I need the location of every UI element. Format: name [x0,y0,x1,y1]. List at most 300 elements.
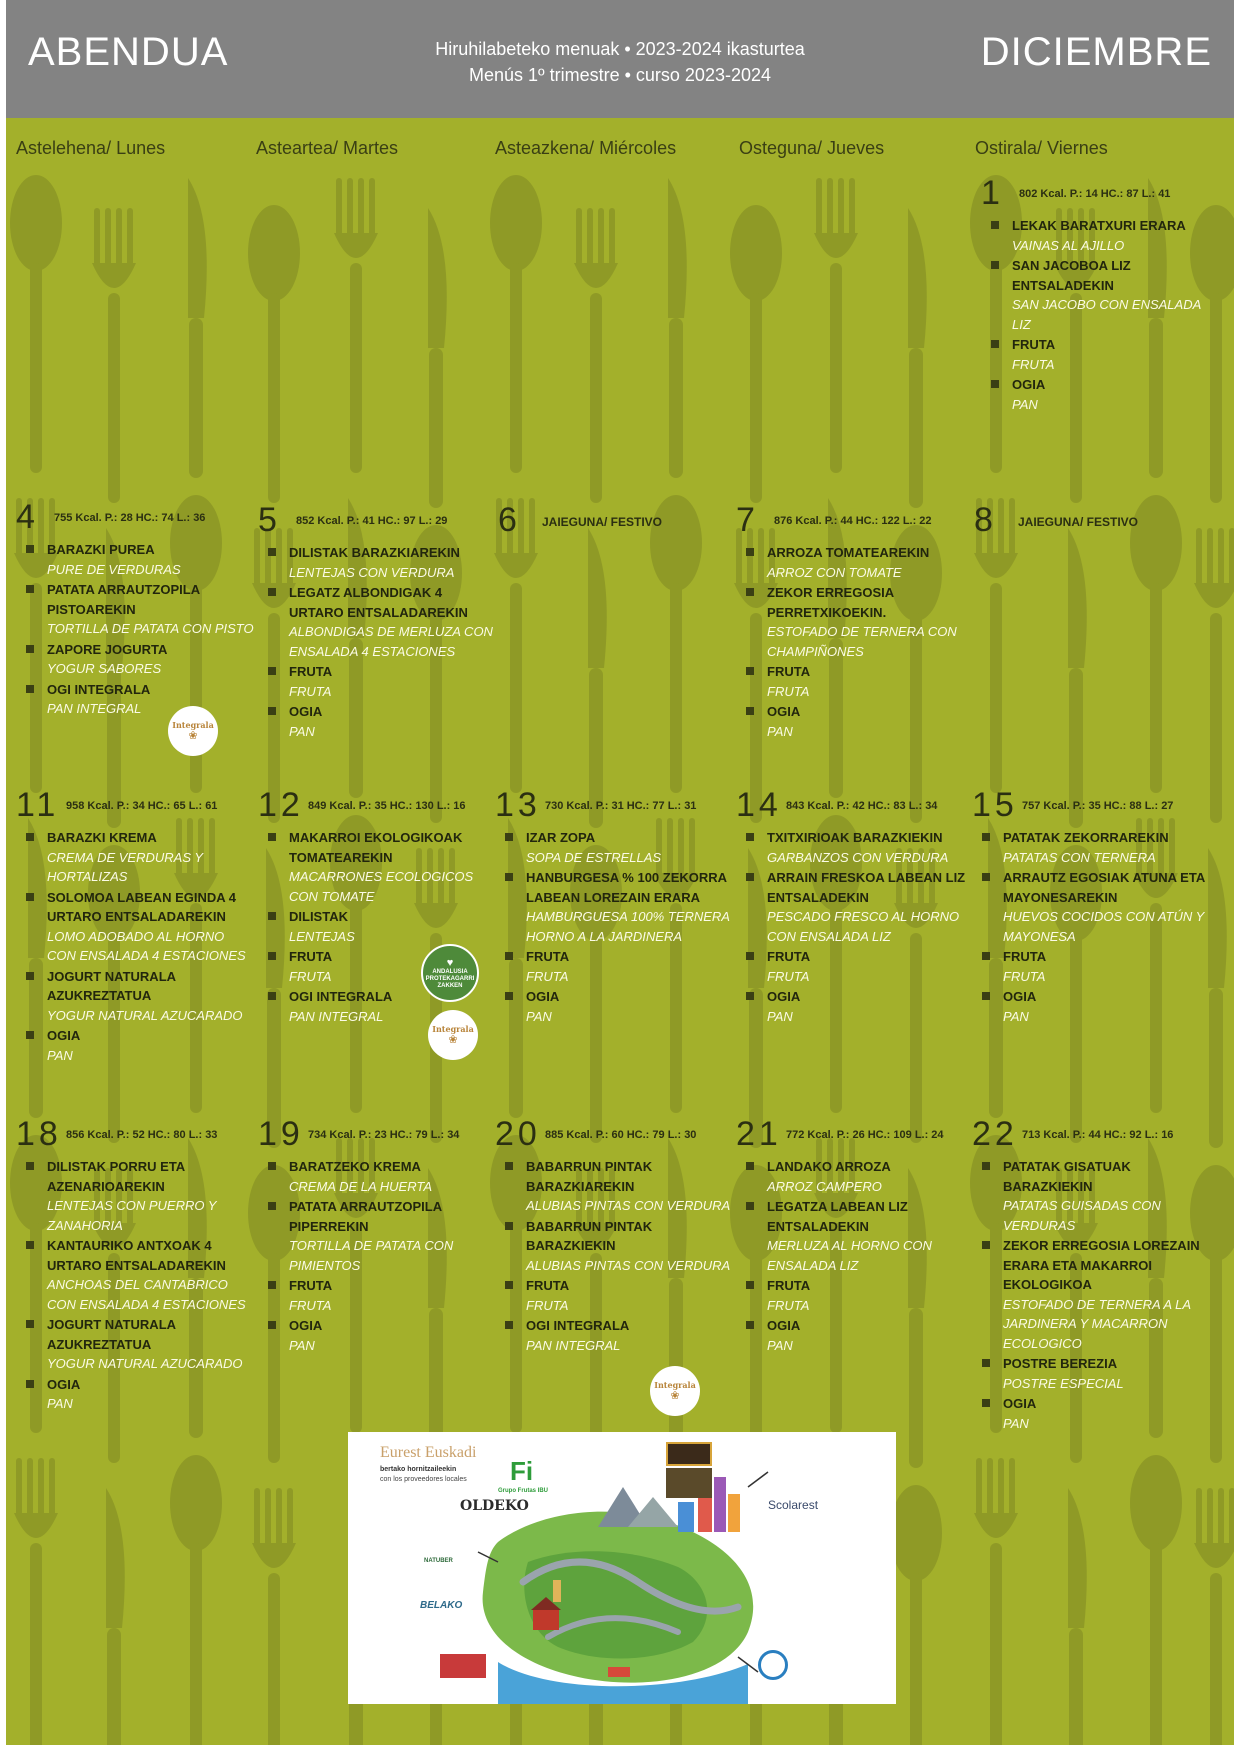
nutrition-info: 730 Kcal. P.: 31 HC.: 77 L.: 31 [545,800,697,812]
supplier-logo-frutas-ibu: Grupo Frutas IBU [498,1488,549,1494]
fork-icon [574,208,618,503]
dish-name-spanish: PAN [1012,396,1038,412]
square-bullet-icon [26,972,34,980]
supplier-photo-icon [666,1468,712,1498]
square-bullet-icon [268,992,276,1000]
dish-name-basque: LEGATZ ALBONDIGAK 4 URTARO ENTSALADAREKIN [289,585,468,620]
day-header [498,501,738,541]
dish-name-spanish: CREMA DE LA HUERTA [289,1178,433,1194]
square-bullet-icon [26,1241,34,1249]
day-cell-8 [974,501,1214,541]
dish-name-basque: FRUTA [289,1278,333,1293]
day-header [972,1115,1212,1155]
meal-item [495,868,735,946]
dish-name-basque: FRUTA [289,664,333,679]
dish-name-spanish: LENTEJAS CON VERDURA [289,564,455,580]
dish-name-basque: FRUTA [1003,949,1047,964]
dish-name-basque: DILISTAK PORRU ETA AZENARIOAREKIN [47,1159,185,1194]
dish-name-spanish: FRUTA [289,968,332,984]
dish-name-spanish: ESTOFADO DE TERNERA CON CHAMPIÑONES [767,624,957,659]
meal-item [258,662,498,701]
dish-name-spanish: VAINAS AL AJILLO [1012,237,1125,253]
dish-name-basque: OGIA [767,704,801,719]
day-number: 15 [972,786,1018,824]
dish-name-spanish: FRUTA [526,1297,569,1313]
square-bullet-icon [982,1359,990,1367]
meal-list [16,1157,256,1414]
fork-icon [252,1488,296,1745]
dish-name-spanish: LENTEJAS [289,928,355,944]
dish-name-basque: OGIA [767,989,801,1004]
nutrition-info: 757 Kcal. P.: 35 HC.: 88 L.: 27 [1022,800,1174,812]
square-bullet-icon [268,667,276,675]
square-bullet-icon [746,1162,754,1170]
meal-list [736,1157,976,1355]
square-bullet-icon [746,588,754,596]
meal-item [972,1394,1212,1433]
dish-name-basque: ZAPORE JOGURTA [47,641,168,657]
meal-item [16,640,256,679]
meal-list [16,828,256,1065]
square-bullet-icon [26,585,34,593]
suppliers-subtitle-basque: bertako hornitzaileekin [380,1466,457,1473]
meal-item [736,868,976,946]
square-bullet-icon [268,1281,276,1289]
dish-name-basque: OGIA [1012,377,1046,392]
meal-item [972,1236,1212,1353]
square-bullet-icon [991,221,999,229]
dish-name-basque: LEKAK BARATXURI ERARA [1012,218,1186,233]
meal-item [495,1276,735,1315]
dish-name-basque: FRUTA [767,949,811,964]
meal-list [258,1157,498,1355]
square-bullet-icon [26,893,34,901]
meal-item [258,1157,498,1196]
dish-name-spanish: SOPA DE ESTRELLAS [526,849,662,865]
day-header [972,786,1212,826]
dish-name-spanish: PAN [47,1396,73,1411]
meal-item [972,1354,1212,1393]
square-bullet-icon [991,340,999,348]
dish-name-basque: BARAZKI PUREA [47,542,155,557]
dish-name-spanish: HAMBURGUESA 100% TERNERA HORNO A LA JARDINERA [526,909,730,944]
fork-icon [494,498,538,793]
dish-name-spanish: ARROZ CAMPERO [767,1178,882,1194]
day-header [495,1115,735,1155]
dish-name-spanish: GARBANZOS CON VERDURA [767,849,949,865]
fork-icon [334,178,378,473]
square-bullet-icon [268,1162,276,1170]
fishing-supplier-logo-icon [758,1650,788,1680]
square-bullet-icon [746,1321,754,1329]
dish-name-spanish: LENTEJAS CON PUERRO Y ZANAHORIA [47,1198,217,1233]
dish-name-basque: OGI INTEGRALA [289,989,393,1004]
dish-name-basque: ARRAUTZ EGOSIAK ATUNA ETA MAYONESAREKIN [1003,870,1205,905]
weekday-monday: Astelehena/ Lunes [16,138,166,158]
suppliers-subtitle-spanish: con los proveedores locales [380,1476,467,1483]
dish-name-basque: FRUTA [289,949,333,964]
local-food-map-illustration [348,1432,896,1704]
holiday-label: JAIEGUNA/ FESTIVO [542,515,663,529]
dish-name-spanish: FRUTA [1012,356,1055,372]
dish-name-basque: OGIA [47,1376,81,1392]
dish-name-spanish: TORTILLA DE PATATA CON PISTO [47,621,254,636]
dish-name-spanish: PAN [289,1337,315,1353]
square-bullet-icon [26,1320,34,1328]
suppliers-title: Eurest Euskadi [380,1444,477,1461]
meal-item [16,1026,256,1065]
meal-item [972,987,1212,1026]
day-header [495,786,735,826]
day-header [736,501,976,541]
knife-icon [1068,1488,1087,1745]
nutrition-info: 713 Kcal. P.: 44 HC.: 92 L.: 16 [1022,1129,1174,1141]
square-bullet-icon [982,873,990,881]
dish-name-spanish: ARROZ CON TOMATE [767,564,902,580]
square-bullet-icon [982,1162,990,1170]
meal-item [258,583,498,661]
square-bullet-icon [982,952,990,960]
meal-item [16,828,256,887]
integral-bread-badge [168,706,218,756]
day-header [736,1115,976,1155]
dish-name-spanish: LOMO ADOBADO AL HORNO CON ENSALADA 4 ESTACIONES [47,928,246,963]
meal-item [16,967,256,1026]
spoon-icon [170,1455,222,1745]
fork-icon [14,1458,58,1745]
meal-item [736,583,976,661]
meal-list [495,1157,735,1355]
square-bullet-icon [746,1202,754,1210]
meal-item [736,1157,976,1196]
dish-name-basque: TXITXIRIOAK BARAZKIEKIN [767,830,943,845]
dish-name-basque: KANTAURIKO ANTXOAK 4 URTARO ENTSALADAREKIN [47,1238,226,1273]
square-bullet-icon [746,667,754,675]
square-bullet-icon [746,952,754,960]
square-bullet-icon [505,992,513,1000]
square-bullet-icon [982,1399,990,1407]
dish-name-spanish: YOGUR NATURAL AZUCARADO [47,1356,243,1371]
meal-item [16,1236,256,1314]
day-header [16,498,256,538]
supplier-logo-scolarest: Scolarest [768,1498,819,1512]
nutrition-info: 856 Kcal. P.: 52 HC.: 80 L.: 33 [66,1129,218,1141]
dish-name-basque: MAKARROI EKOLOGIKOAK TOMATEAREKIN [289,830,463,865]
square-bullet-icon [26,1162,34,1170]
day-number: 7 [736,501,759,539]
fork-icon [974,1458,1018,1745]
day-number: 5 [258,501,281,539]
meal-item [16,580,256,639]
square-bullet-icon [268,912,276,920]
dish-name-basque: OGIA [767,1318,801,1333]
dish-name-spanish: FRUTA [289,683,332,699]
fork-icon [1194,1488,1234,1745]
weekday-friday: Ostirala/ Viernes [975,138,1108,158]
day-number: 6 [498,501,521,539]
nutrition-info: 885 Kcal. P.: 60 HC.: 79 L.: 30 [545,1129,697,1141]
nutrition-info: 772 Kcal. P.: 26 HC.: 109 L.: 24 [786,1129,944,1141]
subtitle-line-2: Menús 1º trimestre • curso 2023-2024 [468,65,772,85]
dish-name-basque: PATATAK GISATUAK BARAZKIEKIN [1003,1159,1131,1194]
meal-item [258,1197,498,1275]
square-bullet-icon [268,548,276,556]
dish-name-spanish: MACARRONES ECOLOGICOS CON TOMATE [289,869,474,904]
day-number: 20 [495,1115,541,1153]
cheese-supplier-logo-icon [666,1442,712,1466]
fish-supplier-logo-icon [440,1654,486,1678]
meal-item [736,947,976,986]
dish-name-basque: BABARRUN PINTAK BARAZKIAREKIN [526,1159,653,1194]
dish-name-spanish: ANCHOAS DEL CANTABRICO CON ENSALADA 4 ESTACIONES [47,1277,246,1312]
meal-list [981,216,1221,414]
square-bullet-icon [505,952,513,960]
square-bullet-icon [26,645,34,653]
meal-item [736,702,976,741]
dish-name-basque: OGIA [1003,1396,1037,1411]
square-bullet-icon [268,588,276,596]
integral-bread-badge [650,1366,700,1416]
meal-item [736,543,976,582]
dish-name-basque: BABARRUN PINTAK BARAZKIEKIN [526,1218,653,1253]
day-cell-6 [498,501,738,541]
dish-name-spanish: PAN [47,1047,73,1063]
dish-name-spanish: CREMA DE VERDURAS Y HORTALIZAS [47,849,203,884]
dish-name-spanish: FRUTA [1003,968,1046,984]
dish-name-basque: OGIA [1003,989,1037,1004]
day-number: 19 [258,1115,304,1153]
meal-item [258,907,498,946]
nutrition-info: 852 Kcal. P.: 41 HC.: 97 L.: 29 [296,515,448,527]
day-cell-5 [258,501,498,742]
spoon-icon [1130,1455,1182,1745]
meal-item [16,1315,256,1374]
square-bullet-icon [26,685,34,693]
wheat-sprout-icon: ❀ [448,1034,458,1046]
spoon-icon [890,1485,942,1745]
square-bullet-icon [982,1241,990,1249]
integral-badge-label: Integrala [654,1380,696,1390]
day-cell-11 [16,786,256,1066]
wheat-sprout-icon: ❀ [188,730,198,742]
nutrition-info: 734 Kcal. P.: 23 HC.: 79 L.: 34 [308,1129,460,1141]
dish-name-basque: FRUTA [526,949,570,964]
day-cell-14 [736,786,976,1027]
knife-icon [106,1488,125,1745]
wheat-sprout-icon: ❀ [670,1390,680,1402]
meal-item [258,1316,498,1355]
meal-list [258,543,498,741]
square-bullet-icon [746,833,754,841]
square-bullet-icon [746,707,754,715]
square-bullet-icon [991,261,999,269]
meal-item [736,1197,976,1275]
spoon-icon [248,205,300,503]
nutrition-info: 958 Kcal. P.: 34 HC.: 65 L.: 61 [66,800,218,812]
meal-item [972,828,1212,867]
day-cell-1 [981,174,1221,415]
dish-name-spanish: FRUTA [289,1297,332,1313]
dish-name-spanish: PATATAS CON TERNERA [1003,849,1156,865]
day-cell-19 [258,1115,498,1356]
meal-list [972,1157,1212,1433]
day-number: 4 [16,498,39,536]
dish-name-basque: JOGURT NATURALA AZUKREZTATUA [47,1317,176,1352]
dish-name-basque: OGIA [47,1028,81,1043]
nutrition-info: 843 Kcal. P.: 42 HC.: 83 L.: 34 [786,800,938,812]
meal-item [981,216,1221,255]
meal-item [495,987,735,1026]
dish-name-basque: DILISTAK BARAZKIAREKIN [289,545,460,560]
dish-name-basque: POSTRE BEREZIA [1003,1356,1118,1371]
day-cell-20 [495,1115,735,1356]
square-bullet-icon [26,1031,34,1039]
dish-name-basque: ARROZA TOMATEAREKIN [767,545,930,560]
day-header [258,1115,498,1155]
dish-name-basque: SOLOMOA LABEAN EGINDA 4 URTARO ENTSALADAREKIN [47,889,236,924]
dish-name-spanish: FRUTA [767,683,810,699]
local-suppliers-infographic [348,1432,896,1704]
day-number: 21 [736,1115,782,1153]
meal-item [981,256,1221,334]
meal-item [972,868,1212,946]
day-cell-4 [16,498,256,720]
nutrition-info: 755 Kcal. P.: 28 HC.: 74 L.: 36 [54,512,206,524]
dish-name-spanish: ALUBIAS PINTAS CON VERDURA [526,1257,731,1273]
dish-name-basque: OGIA [526,989,560,1004]
meal-list [495,828,735,1026]
dish-name-spanish: MERLUZA AL HORNO CON ENSALADA LIZ [767,1238,932,1273]
square-bullet-icon [746,1281,754,1289]
dish-name-spanish: PAN [767,1337,793,1353]
meal-item [736,1316,976,1355]
day-header [974,501,1214,541]
day-cell-18 [16,1115,256,1415]
dish-name-basque: BARATZEKO KREMA [289,1159,421,1174]
knife-icon [428,208,447,508]
dish-name-spanish: ALBONDIGAS DE MERLUZA CON ENSALADA 4 ESTACIONES [289,624,493,659]
weekday-thursday: Osteguna/ Jueves [739,138,885,158]
dish-name-spanish: YOGUR NATURAL AZUCARADO [47,1007,243,1023]
square-bullet-icon [505,873,513,881]
dish-name-spanish: FRUTA [767,968,810,984]
dish-name-basque: PATATA ARRAUTZOPILA PISTOAREKIN [47,582,200,617]
square-bullet-icon [26,1380,34,1388]
meal-item [258,543,498,582]
square-bullet-icon [505,1162,513,1170]
dish-name-spanish: PAN [289,723,315,739]
fruit-supplier-logo-icon: Fi [510,1456,534,1486]
dish-name-basque: FRUTA [767,664,811,679]
supplier-logo-oldeko: OLDEKO [460,1498,529,1514]
meal-item [258,702,498,741]
day-number: 1 [981,174,1004,212]
square-bullet-icon [505,1281,513,1289]
nutrition-info: 802 Kcal. P.: 14 HC.: 87 L.: 41 [1019,188,1171,200]
dish-name-basque: FRUTA [767,1278,811,1293]
day-header [16,786,256,826]
meal-item [258,828,498,906]
dish-name-basque: BARAZKI KREMA [47,830,157,845]
square-bullet-icon [991,380,999,388]
dish-name-basque: ARRAIN FRESKOA LABEAN LIZ ENTSALADEKIN [767,870,966,905]
square-bullet-icon [982,992,990,1000]
day-number: 11 [16,786,60,824]
meal-item [736,662,976,701]
nutrition-info: 849 Kcal. P.: 35 HC.: 130 L.: 16 [308,800,466,812]
meal-item [16,1375,256,1414]
knife-icon [1068,528,1087,828]
header-bar [6,0,1234,118]
month-title-basque: ABENDUA [28,30,229,74]
dish-name-basque: LEGATZA LABEAN LIZ ENTSALADEKIN [767,1199,908,1234]
fork-icon [1194,528,1234,823]
meal-item [972,947,1212,986]
square-bullet-icon [268,1202,276,1210]
weekday-tuesday: Asteartea/ Martes [256,138,399,158]
dish-name-spanish: PATATAS GUISADAS CON VERDURAS [1003,1198,1161,1233]
dish-name-spanish: SAN JACOBO CON ENSALADA LIZ [1012,297,1201,332]
square-bullet-icon [746,548,754,556]
square-bullet-icon [268,707,276,715]
dish-name-basque: FRUTA [1012,337,1056,352]
dish-name-spanish: PURE DE VERDURAS [47,561,181,577]
dish-name-basque: OGI INTEGRALA [47,681,151,697]
square-bullet-icon [746,992,754,1000]
weekday-wednesday: Asteazkena/ Miércoles [495,138,677,158]
knife-icon [908,208,927,508]
day-cell-7 [736,501,976,742]
meal-list [972,828,1212,1026]
dish-name-basque: IZAR ZOPA [526,830,596,845]
dish-name-basque: OGIA [289,704,323,719]
day-cell-22 [972,1115,1212,1434]
meal-list [736,543,976,741]
dish-name-basque: OGIA [289,1318,323,1333]
dish-name-spanish: PAN [1003,1008,1029,1024]
dish-name-spanish: YOGUR SABORES [47,661,162,676]
meal-item [16,888,256,966]
square-bullet-icon [268,952,276,960]
day-cell-21 [736,1115,976,1356]
day-header [736,786,976,826]
dish-name-basque: JOGURT NATURALA AZUKREZTATUA [47,968,176,1003]
square-bullet-icon [26,833,34,841]
day-number: 14 [736,786,782,824]
dish-name-spanish: PAN INTEGRAL [289,1008,384,1024]
day-cell-15 [972,786,1212,1027]
integral-bread-badge [428,1010,478,1060]
dish-name-basque: SAN JACOBOA LIZ ENTSALADEKIN [1012,258,1131,293]
menu-page [6,0,1234,1745]
dish-name-basque: PATATA ARRAUTZOPILA PIPERREKIN [289,1199,442,1234]
dish-name-spanish: POSTRE ESPECIAL [1003,1375,1124,1391]
meal-item [736,1276,976,1315]
organic-certification-badge [421,944,479,1002]
meal-item [16,540,256,579]
dish-name-spanish: HUEVOS COCIDOS CON ATÚN Y MAYONESA [1003,909,1205,944]
dish-name-basque: PATATAK ZEKORRAREKIN [1003,830,1169,845]
knife-icon [188,178,207,478]
meal-item [972,1157,1212,1235]
meal-list [16,540,256,719]
fork-icon [92,208,136,503]
meal-item [981,335,1221,374]
meal-item [981,375,1221,414]
meal-item [16,1157,256,1235]
day-number: 18 [16,1115,62,1153]
square-bullet-icon [505,833,513,841]
